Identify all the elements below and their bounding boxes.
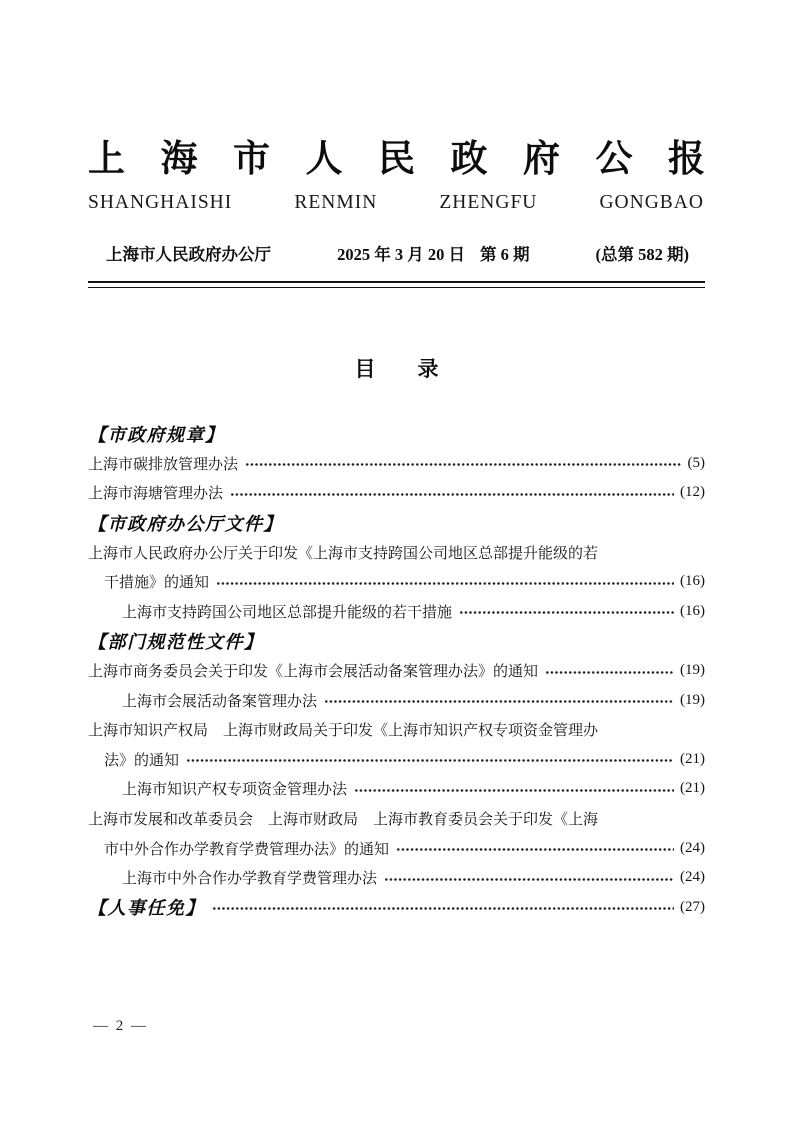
gazette-pinyin-word: RENMIN (294, 192, 378, 213)
gazette-title-char: 上 (88, 139, 125, 180)
issue-date: 2025 年 3 月 20 日 (337, 245, 465, 264)
toc-entry (88, 656, 705, 686)
gazette-title-pinyin (88, 193, 704, 213)
gazette-pinyin-word: SHANGHAISHI (88, 192, 233, 213)
gazette-pinyin-word: ZHENGFU (439, 192, 538, 213)
gazette-title-char: 市 (233, 139, 270, 180)
toc-section-heading (88, 626, 705, 656)
masthead-divider-rule (88, 281, 705, 288)
toc-page-number: (5) (687, 454, 705, 471)
dot-leader (216, 580, 674, 587)
toc-entry-title: 上海市商务委员会关于印发《上海市会展活动备案管理办法》的通知 (88, 664, 539, 681)
toc-section-heading (88, 419, 705, 449)
dot-leader (459, 609, 674, 616)
toc-entry-title: 上海市中外合作办学教育学费管理办法 (122, 871, 378, 888)
issue-number: 第 6 期 (479, 245, 530, 264)
toc-page-number: (16) (680, 602, 705, 619)
toc-entry-title: 上海市知识产权专项资金管理办法 (122, 782, 348, 799)
toc-entry-title: 法》的通知 (104, 752, 180, 769)
toc-page-number: (19) (680, 662, 705, 679)
toc-entry-title: 【部门规范性文件】 (88, 631, 264, 652)
issuer-name: 上海市人民政府办公厅 (106, 245, 271, 264)
dot-leader (230, 491, 674, 498)
dot-leader (545, 669, 674, 676)
footer-page-number: — 2 — (93, 1018, 148, 1034)
toc-entry-title: 上海市发展和改革委员会 上海市财政局 上海市教育委员会关于印发《上海 (88, 812, 599, 829)
toc-page-number: (24) (680, 869, 705, 886)
gazette-pinyin-word: GONGBAO (599, 192, 704, 213)
gazette-title-char: 人 (305, 139, 343, 180)
dot-leader (324, 698, 674, 705)
dot-leader (354, 787, 674, 794)
gazette-title-char: 民 (378, 139, 415, 180)
toc-entry-title: 上海市碳排放管理办法 (88, 456, 239, 473)
toc-page-number: (19) (680, 691, 705, 708)
dot-leader (245, 461, 681, 468)
toc-page-number: (16) (680, 573, 705, 590)
toc-entry (88, 774, 705, 804)
toc-entry (88, 745, 705, 775)
gazette-title-char: 公 (595, 139, 633, 180)
gazette-title-char: 府 (523, 139, 560, 180)
toc-section-heading (88, 893, 705, 923)
toc-page-number: (21) (680, 750, 705, 767)
toc-page-number: (12) (680, 484, 705, 501)
toc-entry-title: 上海市会展活动备案管理办法 (122, 693, 318, 710)
toc-entry (88, 863, 705, 893)
toc-entry-title: 上海市知识产权局 上海市财政局关于印发《上海市知识产权专项资金管理办 (88, 723, 599, 740)
cumulative-issue-number: (总第 582 期) (595, 245, 689, 264)
toc-page-number: (27) (680, 898, 705, 915)
toc-entry (88, 567, 705, 597)
gazette-title-char: 报 (668, 139, 705, 180)
toc-entry (88, 685, 705, 715)
dot-leader (384, 876, 674, 883)
gazette-title-char: 海 (160, 139, 198, 180)
dot-leader (396, 846, 674, 853)
toc-entry-title: 【人事任免】 (88, 898, 205, 919)
dot-leader (212, 905, 674, 912)
gazette-title (88, 141, 705, 178)
toc-entry-title: 干措施》的通知 (104, 575, 210, 592)
toc-entry (88, 804, 705, 834)
toc-entry (88, 597, 705, 627)
toc-entry-title: 上海市支持跨国公司地区总部提升能级的若干措施 (122, 604, 453, 621)
gazette-title-char: 政 (450, 139, 488, 180)
toc-section-heading (88, 508, 705, 538)
toc-entry (88, 833, 705, 863)
toc-entry (88, 537, 705, 567)
dot-leader (186, 757, 674, 764)
toc-entry-title: 【市政府规章】 (88, 424, 225, 445)
toc-entry-title: 【市政府办公厅文件】 (88, 513, 283, 534)
toc-entry-title: 上海市海塘管理办法 (88, 486, 224, 503)
toc-page-number: (21) (680, 780, 705, 797)
toc-entry (88, 478, 705, 508)
toc-page-number: (24) (680, 839, 705, 856)
contents-title: 目 录 (354, 357, 439, 381)
toc-list (88, 419, 705, 922)
toc-entry-title: 市中外合作办学教育学费管理办法》的通知 (104, 841, 390, 858)
toc-entry (88, 715, 705, 745)
issue-info-row (88, 245, 705, 265)
toc-entry (88, 449, 705, 479)
toc-entry-title: 上海市人民政府办公厅关于印发《上海市支持跨国公司地区总部提升能级的若 (88, 545, 599, 562)
